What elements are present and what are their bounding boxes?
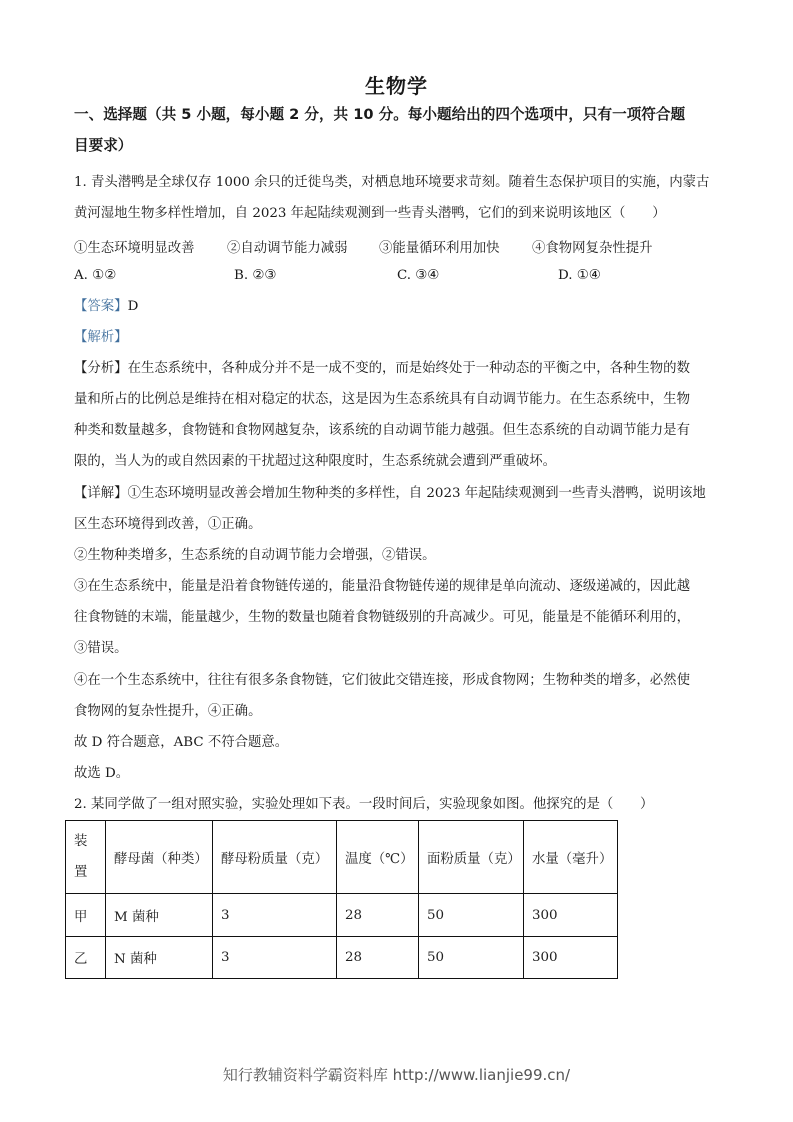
table-cell: 乙 (66, 937, 106, 979)
detail-line-6: ③错误。 (74, 641, 128, 656)
answer-tag: 【答案】 (74, 299, 128, 314)
statement-4: ④食物网复杂性提升 (532, 241, 653, 256)
experiment-table (65, 820, 618, 979)
question1-stem-line1: 1. 青头潜鸭是全球仅存 1000 余只的迁徙鸟类，对栖息地环境要求苛刻。随着生态保护项目的实施，内蒙古 (74, 175, 710, 190)
analysis-line-3: 种类和数量越多，食物链和食物网越复杂，该系统的自动调节能力越强。但生态系统的自动调节能力是有 (74, 423, 690, 438)
statement-3: ③能量循环利用加快 (379, 241, 500, 256)
conclusion-line: 故 D 符合题意，ABC 不符合题意。 (74, 735, 289, 750)
table-cell: N 菌种 (106, 937, 213, 979)
analysis-text: 在生态系统中，各种成分并不是一成不变的，而是始终处于一种动态的平衡之中，各种生物的数 (127, 361, 690, 376)
analysis-line-4: 限的，当人为的或自然因素的干扰超过这种限度时，生态系统就会遭到严重破坏。 (74, 454, 557, 469)
header-cell-device (66, 821, 106, 894)
section-heading-line1: 一、选择题（共 5 小题，每小题 2 分，共 10 分。每小题给出的四个选项中，只有一项符合题 (74, 106, 686, 123)
table-cell: 50 (419, 894, 524, 937)
table-cell: 28 (337, 894, 419, 937)
detail-tag: 【详解】 (74, 486, 128, 501)
option-b: B. ②③ (234, 268, 277, 283)
header-cell: 酵母菌（种类） (106, 821, 213, 894)
statement-2: ②自动调节能力减弱 (227, 241, 348, 256)
analysis-line-2: 量和所占的比例总是维持在相对稳定的状态，这是因为生态系统具有自动调节能力。在生态系统中，生物 (74, 392, 690, 407)
header-cell: 水量（毫升） (524, 821, 618, 894)
detail-text: ①生态环境明显改善会增加生物种类的多样性，自 2023 年起陆续观测到一些青头潜鸭，说明该地 (127, 486, 706, 501)
option-c: C. ③④ (397, 268, 440, 283)
table-row (66, 937, 618, 979)
detail-line-8: 食物网的复杂性提升，④正确。 (74, 704, 262, 719)
final-choice-line: 故选 D。 (74, 766, 130, 781)
header-cell: 温度（℃） (337, 821, 419, 894)
question1-statements (74, 237, 724, 256)
question1-stem-line2: 黄河湿地生物多样性增加，自 2023 年起陆续观测到一些青头潜鸭，它们的到来说明该地区（ ） (74, 206, 666, 221)
question1-options (74, 268, 724, 284)
table-cell: 3 (213, 894, 337, 937)
table-cell: 300 (524, 894, 618, 937)
section-heading-line2: 目要求） (74, 137, 133, 154)
analysis-tag: 【解析】 (74, 330, 128, 345)
table-cell: 3 (213, 937, 337, 979)
analysis-heading (74, 330, 724, 346)
option-d: D. ①④ (558, 268, 601, 283)
detail-line-7: ④在一个生态系统中，往往有很多条食物链，它们彼此交错连接，形成食物网；生物种类的增多，必然使 (74, 673, 690, 688)
header-device-char2: 置 (74, 865, 88, 880)
analysis-line-1 (74, 361, 724, 377)
table-cell: 300 (524, 937, 618, 979)
header-cell: 酵母粉质量（克） (213, 821, 337, 894)
analysis-intro-tag: 【分析】 (74, 361, 128, 376)
table-cell: M 菌种 (106, 894, 213, 937)
answer-value: D (127, 299, 139, 314)
question2-stem: 2. 某同学做了一组对照实验，实验处理如下表。一段时间后，实验现象如图。他探究的是（ ） (74, 797, 654, 812)
page-title: 生物学 (365, 74, 428, 98)
table-header-row (66, 821, 618, 894)
table-cell: 甲 (66, 894, 106, 937)
detail-line-4: ③在生态系统中，能量是沿着食物链传递的，能量沿食物链传递的规律是单向流动、逐级递减的，因此越 (74, 579, 690, 594)
detail-line-1 (74, 486, 724, 502)
answer-line (74, 299, 724, 315)
header-cell: 面粉质量（克） (419, 821, 524, 894)
statement-1: ①生态环境明显改善 (74, 241, 195, 256)
table-row (66, 894, 618, 937)
table-cell: 28 (337, 937, 419, 979)
footer-watermark: 知行教辅资料学霸资料库 http://www.lianjie99.cn/ (222, 1066, 571, 1084)
detail-line-2: 区生态环境得到改善，①正确。 (74, 517, 262, 532)
detail-line-3: ②生物种类增多，生态系统的自动调节能力会增强，②错误。 (74, 548, 436, 563)
table-cell: 50 (419, 937, 524, 979)
option-a: A. ①② (74, 268, 117, 283)
header-device-char1: 装 (74, 834, 88, 849)
detail-line-5: 往食物链的末端，能量越少，生物的数量也随着食物链级别的升高减少。可见，能量是不能循环利用的， (74, 610, 690, 625)
